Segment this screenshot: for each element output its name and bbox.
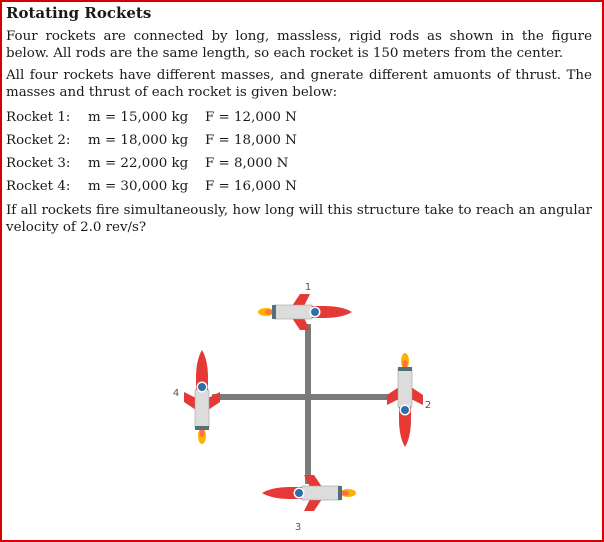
horizontal-rod (212, 394, 400, 400)
rocket-row-2 (6, 132, 406, 152)
rocket-mass: m = 22,000 kg (88, 156, 189, 171)
vertical-rod (305, 324, 311, 484)
rocket-mass: m = 30,000 kg (88, 179, 189, 194)
rocket-2-icon (387, 353, 423, 447)
rocket-force: F = 8,000 N (205, 156, 289, 171)
rocket-name: Rocket 1: (6, 110, 71, 125)
rocket-row-4 (6, 178, 406, 198)
label-2: 2 (424, 400, 432, 411)
rocket-row-3 (6, 155, 406, 175)
rocket-name: Rocket 2: (6, 133, 71, 148)
label-3: 3 (294, 522, 302, 532)
rocket-force: F = 18,000 N (205, 133, 297, 148)
rocket-1-icon (258, 294, 352, 330)
label-4: 4 (172, 388, 180, 399)
rocket-row-1 (6, 109, 406, 129)
label-1: 1 (304, 282, 312, 293)
rocket-mass: m = 18,000 kg (88, 133, 189, 148)
problem-title: Rotating Rockets (6, 4, 152, 22)
rocket-name: Rocket 3: (6, 156, 71, 171)
intro-paragraph: Four rockets are connected by long, massless, rigid rods as shown in the figure below. All rods are the same length, so each rocket is 150 meters from the center. (6, 29, 592, 61)
rocket-figure (162, 272, 442, 532)
rocket-force: F = 12,000 N (205, 110, 297, 125)
question-paragraph: If all rockets fire simultaneously, how long will this structure take to reach an angular velocity of 2.0 rev/s? (6, 203, 592, 235)
masses-paragraph: All four rockets have different masses, and gnerate different amuonts of thrust. The masses and thrust of each rocket is given below: (6, 68, 592, 100)
rocket-force: F = 16,000 N (205, 179, 297, 194)
rocket-3-icon (262, 475, 356, 511)
rocket-4-icon (184, 350, 220, 444)
rocket-mass: m = 15,000 kg (88, 110, 189, 125)
rocket-name: Rocket 4: (6, 179, 71, 194)
